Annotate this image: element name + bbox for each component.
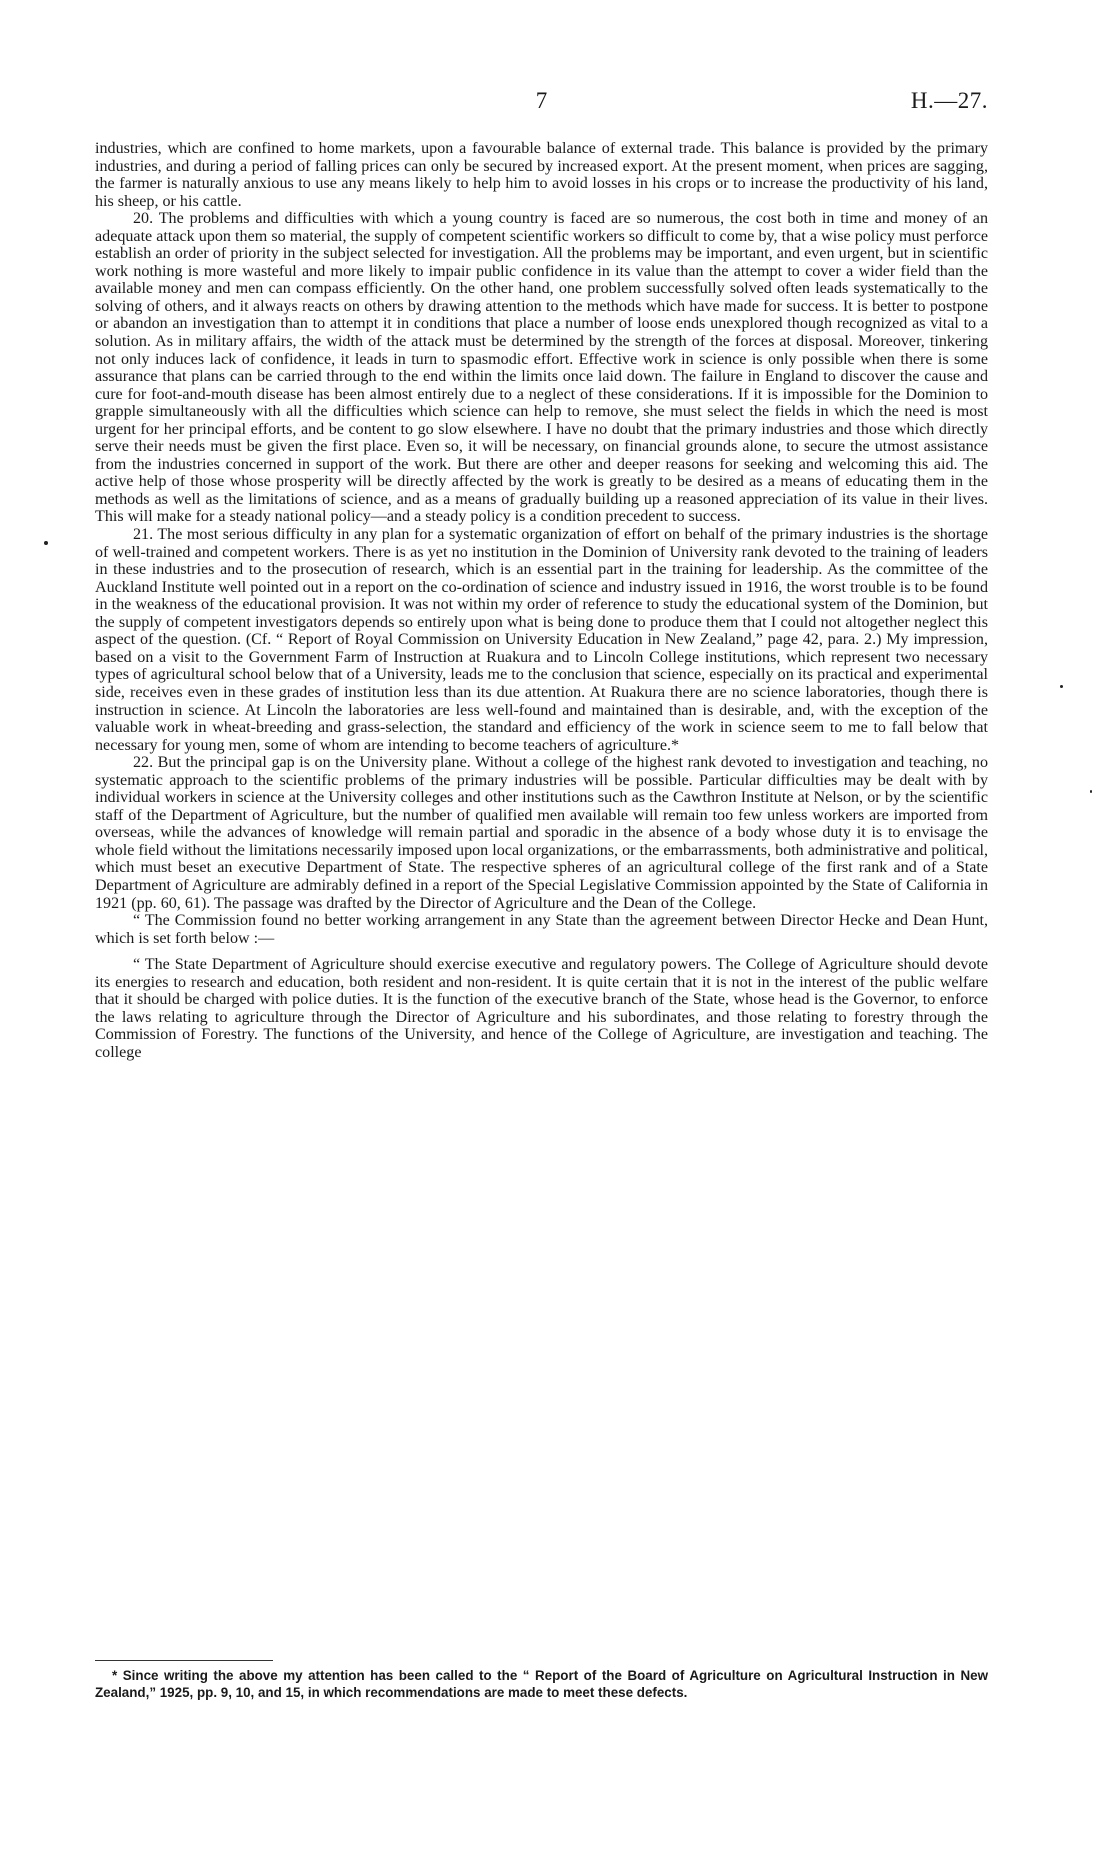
margin-speck (1090, 790, 1092, 793)
quote-intro: “ The Commission found no better working arrangement in any State than the agreement between Director Hecke and Dean Hunt, which is set forth below :— (95, 912, 988, 947)
quote-body: “ The State Department of Agriculture should exercise executive and regulatory powers. The College of Agriculture should devote its energies to research and education, both resident and non-resident. It is quite certain that it is not in the interest of the public welfare that it should be charged with police duties. It is the function of the executive branch of the State, whose head is the Governor, to enforce the laws relating to agriculture through the Director of Agriculture and his subordinates, and those relating to forestry through the Commission of Forestry. The functions of the University, and hence of the College of Agriculture, are investigation and teaching. The college (95, 956, 988, 1061)
margin-speck (44, 541, 48, 545)
paragraph-21: 21. The most serious difficulty in any plan for a systematic organization of effort on behalf of the primary industries is the shortage of well-trained and competent workers. There is as yet no institution in the Dominion of University rank devoted to the training of leaders in these industries and to the prosecution of research, which is an essential part in the training for leadership. As the committee of the Auckland Institute well pointed out in a report on the co-ordination of science and industry issued in 1916, the worst trouble is to be found in the weakness of the educational provision. It was not within my order of reference to study the educational system of the Dominion, but the supply of competent investigators depends so entirely upon what is being done to produce them that I could not altogether neglect this aspect of the question. (Cf. “ Report of Royal Commission on University Education in New Zealand,” page 42, para. 2.) My impression, based on a visit to the Government Farm of Instruction at Ruakura and to Lincoln College institutions, which represent two necessary types of agricultural school below that of a University, leads me to the conclusion that science, especially on its practical and experimental side, receives even in these grades of institution less than its due attention. At Ruakura there are no science laboratories, though there is instruction in science. At Lincoln the laboratories are less well-found and maintained than is desirable, and, with the exception of the valuable work in wheat-breeding and grass-selection, the standard and efficiency of the work in science seem to me to fall below that necessary for young men, some of whom are intending to become teachers of agriculture.* (95, 526, 988, 754)
footnote-rule (95, 1660, 273, 1661)
paragraph-continuation: industries, which are confined to home markets, upon a favourable balance of external trade. This balance is provided by the primary industries, and during a period of falling prices can only be secured by increased export. At the present moment, when prices are sagging, the farmer is naturally anxious to use any means likely to help him to avoid losses in his crops or to increase the productivity of his land, his sheep, or his cattle. (95, 140, 988, 210)
margin-speck (1060, 685, 1063, 688)
page-header (95, 88, 988, 118)
body-text (95, 140, 988, 1061)
paragraph-22: 22. But the principal gap is on the University plane. Without a college of the highest rank devoted to investigation and teaching, no systematic approach to the scientific problems of the primary industries will be possible. Particular difficulties may be dealt with by individual workers in science at the University colleges and other institutions such as the Cawthron Institute at Nelson, or by the scientific staff of the Department of Agriculture, but the number of qualified men available will remain too few unless workers are imported from overseas, while the advances of knowledge will remain partial and sporadic in the absence of a body whose duty it is to envisage the whole field without the limitations necessarily imposed upon local organizations, or the embarrassments, both administrative and political, which must beset an executive Department of State. The respective spheres of an agricultural college of the first rank and of a State Department of Agriculture are admirably defined in a report of the Special Legislative Commission appointed by the State of California in 1921 (pp. 60, 61). The passage was drafted by the Director of Agriculture and the Dean of the College. (95, 754, 988, 912)
page-number: 7 (535, 88, 548, 113)
paragraph-20: 20. The problems and difficulties with which a young country is faced are so numerous, the cost both in time and money of an adequate attack upon them so material, the supply of competent scientific workers so difficult to come by, that a wise policy must perforce establish an order of priority in the subject selected for investigation. All the problems may be important, and even urgent, but in scientific work nothing is more wasteful and more likely to impair public confidence in its value than the attempt to cover a wider field than the available money and men can compass efficiently. On the other hand, one problem successfully solved often leads systematically to the solving of others, and it always reacts on others by drawing attention to the methods which have made for success. It is better to postpone or abandon an investigation than to attempt it in conditions that place a number of loose ends unexplored though recognized as vital to a solution. As in military affairs, the width of the attack must be determined by the strength of the forces at disposal. Moreover, tinkering not only induces lack of confidence, it leads in turn to spasmodic effort. Effective work in science is only possible when there is some assurance that plans can be carried through to the end within the limits once laid down. The failure in England to discover the cause and cure for foot-and-mouth disease has been almost entirely due to a neglect of these considerations. If it is impossible for the Dominion to grapple simultaneously with all the difficulties which science can help to remove, she must select the fields in which the need is most urgent for her principal efforts, and be content to go slow elsewhere. I have no doubt that the primary industries and those which directly serve their needs must be given the first place. Even so, it will be necessary, on financial grounds alone, to secure the utmost assistance from the industries concerned in support of the work. But there are other and deeper reasons for seeking and welcoming this aid. The active help of those whose prosperity will be directly affected by the work is greatly to be desired as a means of educating them in the methods as well as the limitations of science, and as a means of gradually building up a reasoned appreciation of its value in their lives. This will make for a steady national policy—and a steady policy is a condition precedent to success. (95, 210, 988, 526)
footnote: * Since writing the above my attention has been called to the “ Report of the Board of Agriculture on Agricultural Instruction in New Zealand,” 1925, pp. 9, 10, and 15, in which recommendations are made to meet these defects. (95, 1668, 988, 1700)
document-reference: H.—27. (910, 88, 988, 113)
